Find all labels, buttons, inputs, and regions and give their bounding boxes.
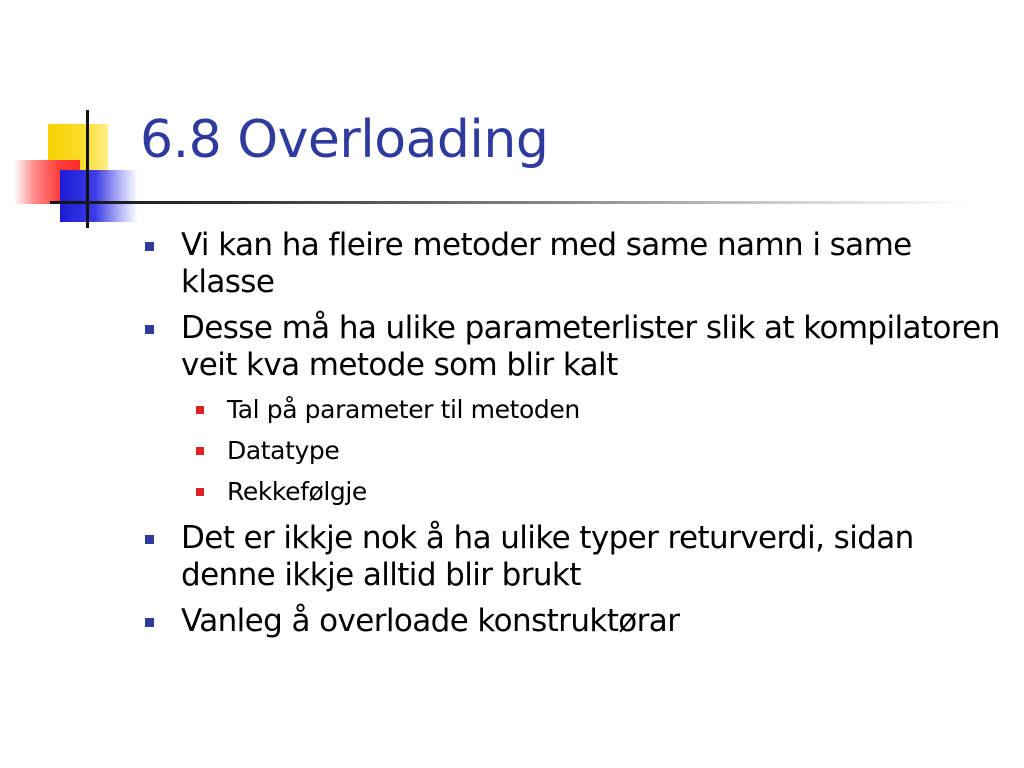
- bullet-list: [140, 227, 1000, 649]
- bullet-text: Vanleg å overloade konstruktørar: [181, 603, 680, 639]
- sub-bullet-square-icon: [196, 406, 204, 414]
- bullet-item: [140, 603, 1000, 640]
- sub-bullet-text: Datatype: [227, 436, 340, 465]
- bullet-square-icon: [145, 618, 154, 627]
- bullet-square-icon: [145, 325, 154, 334]
- sub-bullet-text: Rekkefølgje: [227, 477, 367, 506]
- sub-bullet-item: [181, 430, 1000, 471]
- sub-bullet-item: [181, 471, 1000, 512]
- logo-vertical-line: [86, 110, 89, 228]
- bullet-item: [140, 520, 1000, 594]
- title-divider-line: [50, 201, 970, 204]
- sub-bullet-item: [181, 389, 1000, 430]
- bullet-item: [140, 310, 1000, 384]
- logo-blue-square: [60, 170, 138, 222]
- sub-bullet-text: Tal på parameter til metoden: [227, 395, 580, 424]
- sub-bullet-list: [181, 389, 1000, 512]
- sub-bullet-square-icon: [196, 488, 204, 496]
- bullet-text: Desse må ha ulike parameterlister slik at kompilatoren veit kva metode som blir kalt: [181, 310, 1000, 383]
- bullet-text: Vi kan ha fleire metoder med same namn i same klasse: [181, 227, 912, 300]
- sub-bullet-square-icon: [196, 447, 204, 455]
- bullet-square-icon: [145, 242, 154, 251]
- slide-title: 6.8 Overloading: [140, 110, 549, 170]
- bullet-square-icon: [145, 535, 154, 544]
- bullet-text: Det er ikkje nok å ha ulike typer returverdi, sidan denne ikkje alltid blir brukt: [181, 520, 914, 593]
- bullet-item: [140, 227, 1000, 301]
